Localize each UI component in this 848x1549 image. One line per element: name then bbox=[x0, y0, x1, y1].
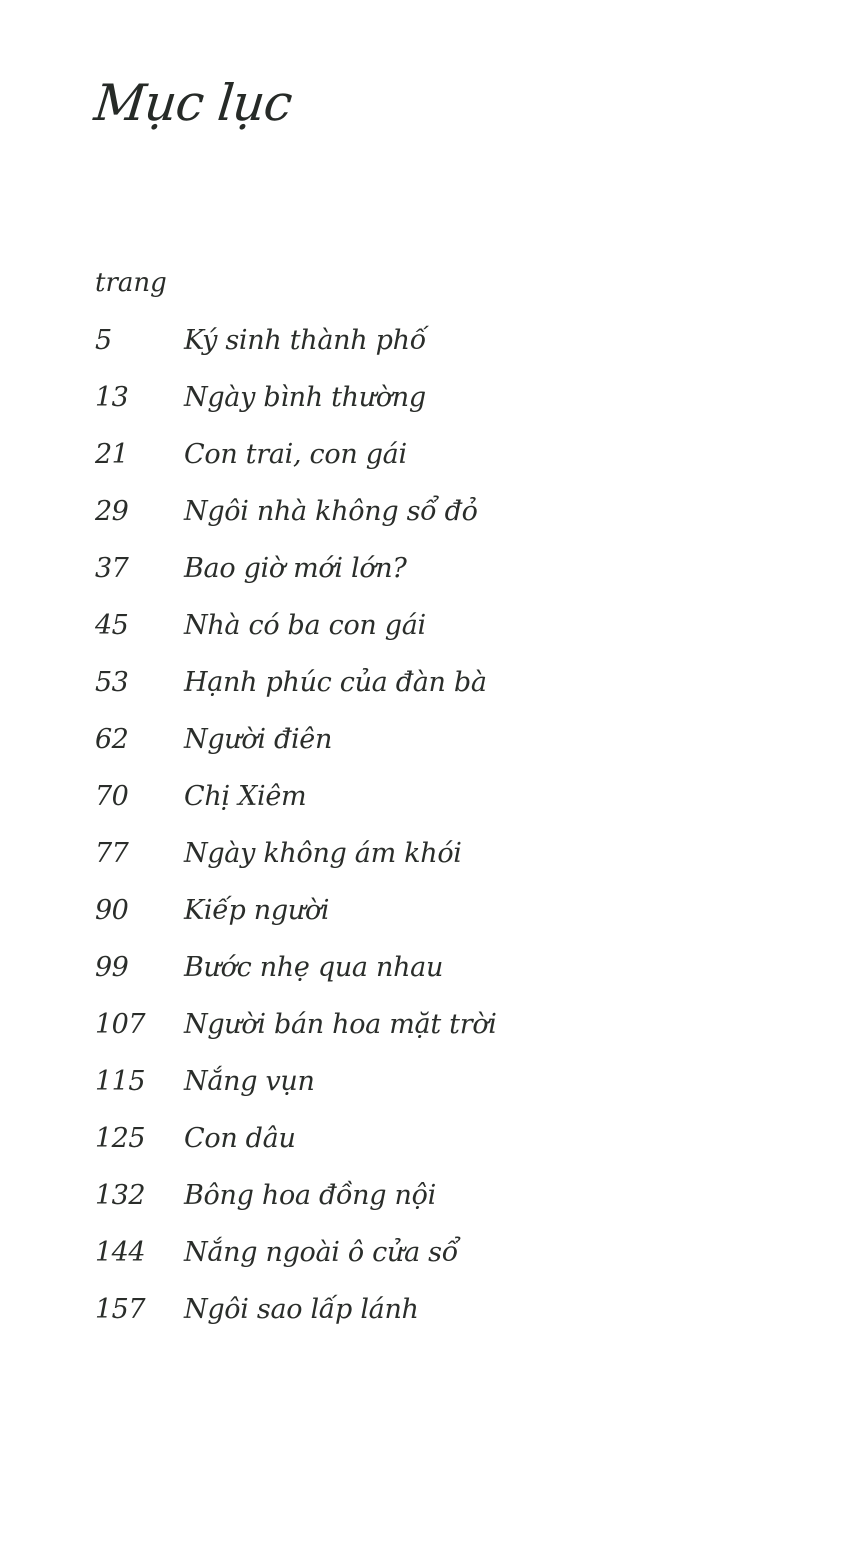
toc-entry-title: Ngôi nhà không sổ đỏ bbox=[184, 496, 478, 527]
toc-entry-page-number: 62 bbox=[95, 724, 129, 755]
toc-entry-title: Ngôi sao lấp lánh bbox=[184, 1294, 419, 1325]
toc-entry-page-number: 53 bbox=[95, 667, 129, 698]
toc-entry-page-number: 107 bbox=[95, 1009, 146, 1040]
toc-entry bbox=[95, 1064, 497, 1121]
toc-entry bbox=[95, 494, 497, 551]
toc-entry bbox=[95, 722, 497, 779]
toc-entry-title: Kiếp người bbox=[184, 895, 330, 926]
toc-entry bbox=[95, 437, 497, 494]
toc-entry-page-number: 5 bbox=[95, 325, 112, 356]
page-title: Mục lục bbox=[91, 74, 295, 132]
toc-entry bbox=[95, 665, 497, 722]
toc-entry-page-number: 157 bbox=[95, 1294, 146, 1325]
toc-entry-page-number: 144 bbox=[95, 1237, 146, 1268]
toc-entry bbox=[95, 950, 497, 1007]
toc-entry bbox=[95, 608, 497, 665]
toc-entry bbox=[95, 1121, 497, 1178]
toc-entry-title: Bông hoa đồng nội bbox=[184, 1180, 436, 1211]
toc-entry bbox=[95, 1007, 497, 1064]
toc-entry-page-number: 115 bbox=[95, 1066, 146, 1097]
table-of-contents bbox=[95, 323, 497, 1349]
toc-entry-page-number: 13 bbox=[95, 382, 129, 413]
page-column-label: trang bbox=[95, 268, 167, 298]
toc-entry bbox=[95, 836, 497, 893]
toc-entry-title: Ngày bình thường bbox=[184, 382, 426, 413]
toc-entry-page-number: 45 bbox=[95, 610, 129, 641]
toc-entry-title: Ký sinh thành phố bbox=[184, 325, 426, 356]
toc-entry-title: Nhà có ba con gái bbox=[184, 610, 426, 641]
toc-entry bbox=[95, 551, 497, 608]
toc-entry bbox=[95, 779, 497, 836]
toc-entry bbox=[95, 1235, 497, 1292]
toc-entry bbox=[95, 380, 497, 437]
toc-entry-title: Nắng vụn bbox=[184, 1066, 315, 1097]
toc-entry bbox=[95, 893, 497, 950]
toc-entry-title: Bước nhẹ qua nhau bbox=[184, 952, 444, 983]
toc-entry-title: Con dâu bbox=[184, 1123, 296, 1154]
toc-entry-page-number: 29 bbox=[95, 496, 129, 527]
toc-entry-title: Con trai, con gái bbox=[184, 439, 407, 470]
toc-entry-page-number: 125 bbox=[95, 1123, 146, 1154]
toc-entry-title: Người bán hoa mặt trời bbox=[184, 1009, 497, 1040]
toc-entry-title: Người điên bbox=[184, 724, 333, 755]
toc-entry-page-number: 37 bbox=[95, 553, 129, 584]
toc-entry-page-number: 77 bbox=[95, 838, 129, 869]
toc-entry-title: Hạnh phúc của đàn bà bbox=[184, 667, 487, 698]
toc-entry-page-number: 21 bbox=[95, 439, 129, 470]
toc-entry-page-number: 70 bbox=[95, 781, 129, 812]
toc-entry bbox=[95, 323, 497, 380]
toc-entry-page-number: 132 bbox=[95, 1180, 146, 1211]
toc-entry-title: Chị Xiêm bbox=[184, 781, 307, 812]
toc-entry bbox=[95, 1178, 497, 1235]
toc-entry-title: Nắng ngoài ô cửa sổ bbox=[184, 1237, 458, 1268]
toc-entry bbox=[95, 1292, 497, 1349]
toc-entry-page-number: 90 bbox=[95, 895, 129, 926]
toc-entry-page-number: 99 bbox=[95, 952, 129, 983]
toc-entry-title: Ngày không ám khói bbox=[184, 838, 462, 869]
toc-entry-title: Bao giờ mới lớn? bbox=[184, 553, 407, 584]
